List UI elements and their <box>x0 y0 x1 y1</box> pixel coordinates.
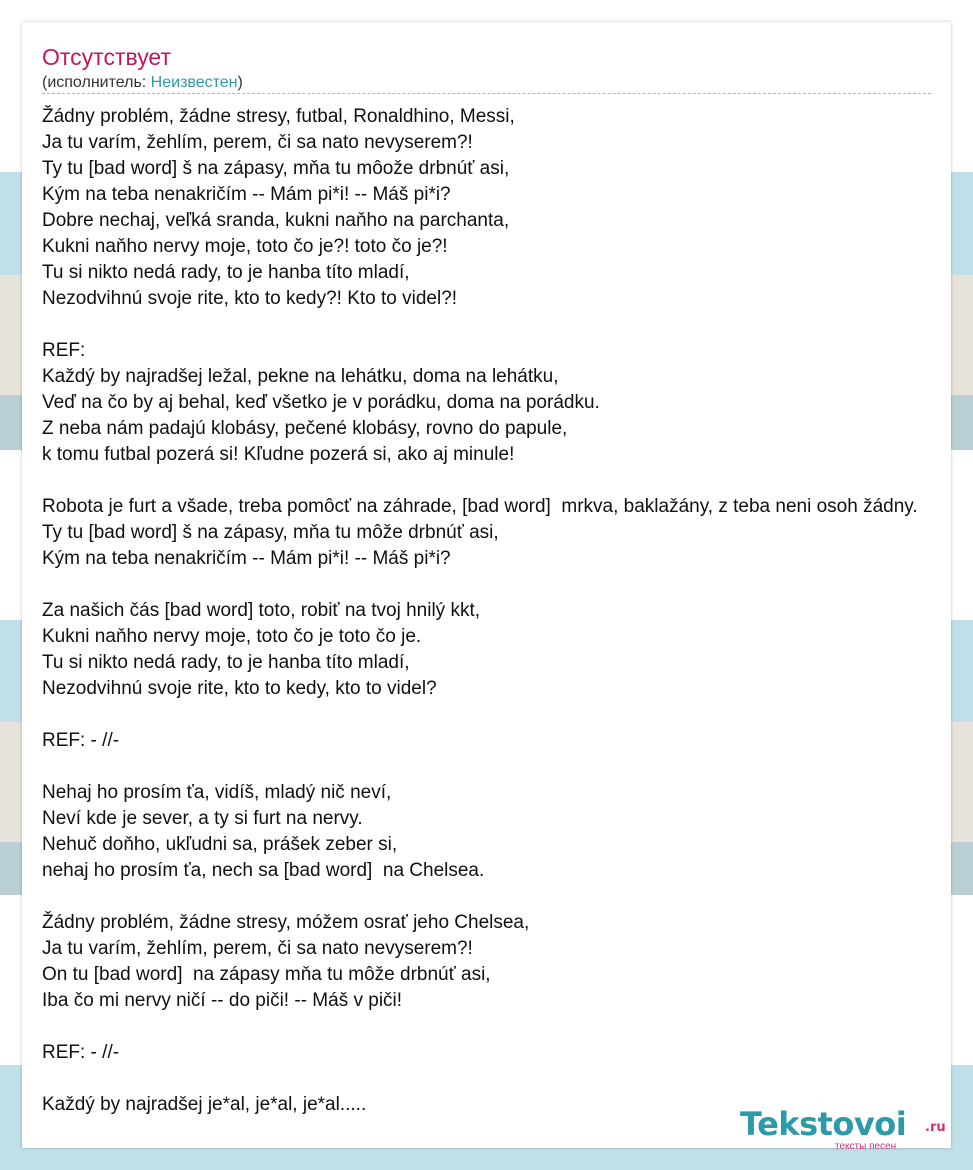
artist-link[interactable]: Неизвестен <box>150 74 238 91</box>
lyric-line: REF: <box>42 340 86 361</box>
lyric-line: Tu si nikto nedá rady, to je hanba títo mladí, <box>42 652 410 673</box>
lyric-line: Robota je furt a všade, treba pomôcť na záhrade, [bad word] mrkva, baklažány, z teba neni osoh žádny. <box>42 496 918 517</box>
lyric-line <box>42 1014 918 1040</box>
lyric-line: Kukni naňho nervy moje, toto čo je toto čo je. <box>42 626 422 647</box>
lyrics-card <box>22 22 951 1152</box>
lyric-line <box>42 468 918 494</box>
lyric-line: Nehuč doňho, ukľudni sa, prášek zeber si, <box>42 834 398 855</box>
logo-name: Tekstovoi <box>740 1105 907 1143</box>
lyric-line: Žádny problém, žádne stresy, móžem osrať jeho Chelsea, <box>42 912 530 933</box>
lyric-line: Ja tu varím, žehlím, perem, či sa nato nevyserem?! <box>42 132 473 153</box>
lyric-line: Tu si nikto nedá rady, to je hanba títo mladí, <box>42 262 410 283</box>
lyric-line <box>42 702 918 728</box>
lyric-line: On tu [bad word] na zápasy mňa tu môže drbnúť asi, <box>42 964 491 985</box>
lyric-line: Veď na čo by aj behal, keď všetko je v porádku, doma na porádku. <box>42 392 600 413</box>
lyric-line: Ty tu [bad word] š na zápasy, mňa tu môože drbnúť asi, <box>42 158 510 179</box>
title-divider <box>42 93 931 94</box>
lyric-line: Nezodvihnú svoje rite, kto to kedy?! Kto to videl?! <box>42 288 458 309</box>
lyric-line <box>42 572 918 598</box>
lyrics-text <box>42 104 918 1118</box>
lyric-line: REF: - //- <box>42 730 120 751</box>
lyric-line: Dobre nechaj, veľká sranda, kukni naňho na parchanta, <box>42 210 510 231</box>
artist-line <box>42 73 243 93</box>
lyric-line: k tomu futbal pozerá si! Kľudne pozerá si, ako aj minule! <box>42 444 515 465</box>
lyric-line: Ja tu varím, žehlím, perem, či sa nato nevyserem?! <box>42 938 473 959</box>
logo-tagline: тексты песен <box>835 1141 897 1152</box>
lyric-line: nehaj ho prosím ťa, nech sa [bad word] na Chelsea. <box>42 860 485 881</box>
lyric-line: Každý by najradšej ležal, pekne na lehátku, doma na lehátku, <box>42 366 559 387</box>
lyric-line: Za našich čás [bad word] toto, robiť na tvoj hnilý kkt, <box>42 600 481 621</box>
lyric-line: Neví kde je sever, a ty si furt na nervy. <box>42 808 363 829</box>
lyric-line: Z neba nám padajú klobásy, pečené klobásy, rovno do papule, <box>42 418 568 439</box>
lyric-line <box>42 884 918 910</box>
lyric-line: Kým na teba nenakričím -- Mám pi*i! -- Máš pi*i? <box>42 184 451 205</box>
song-title: Отсутствует <box>42 44 171 70</box>
lyric-line: Iba čo mi nervy ničí -- do piči! -- Máš v piči! <box>42 990 403 1011</box>
logo-tld: .ru <box>925 1120 946 1135</box>
lyric-line: Ty tu [bad word] š na zápasy, mňa tu môže drbnúť asi, <box>42 522 499 543</box>
site-logo[interactable] <box>740 1106 950 1150</box>
lyric-line <box>42 1066 918 1092</box>
lyric-line: REF: - //- <box>42 1042 120 1063</box>
lyric-line: Každý by najradšej je*al, je*al, je*al..... <box>42 1094 367 1115</box>
artist-suffix: ) <box>237 74 243 91</box>
lyric-line <box>42 754 918 780</box>
lyric-line: Nezodvihnú svoje rite, kto to kedy, kto to videl? <box>42 678 437 699</box>
lyric-line: Nehaj ho prosím ťa, vidíš, mladý nič neví, <box>42 782 392 803</box>
lyric-line: Žádny problém, žádne stresy, futbal, Ronaldhino, Messi, <box>42 106 515 127</box>
lyric-line <box>42 312 918 338</box>
lyric-line: Kým na teba nenakričím -- Mám pi*i! -- Máš pi*i? <box>42 548 451 569</box>
lyric-line: Kukni naňho nervy moje, toto čo je?! toto čo je?! <box>42 236 448 257</box>
artist-prefix: (исполнитель: <box>42 74 151 91</box>
